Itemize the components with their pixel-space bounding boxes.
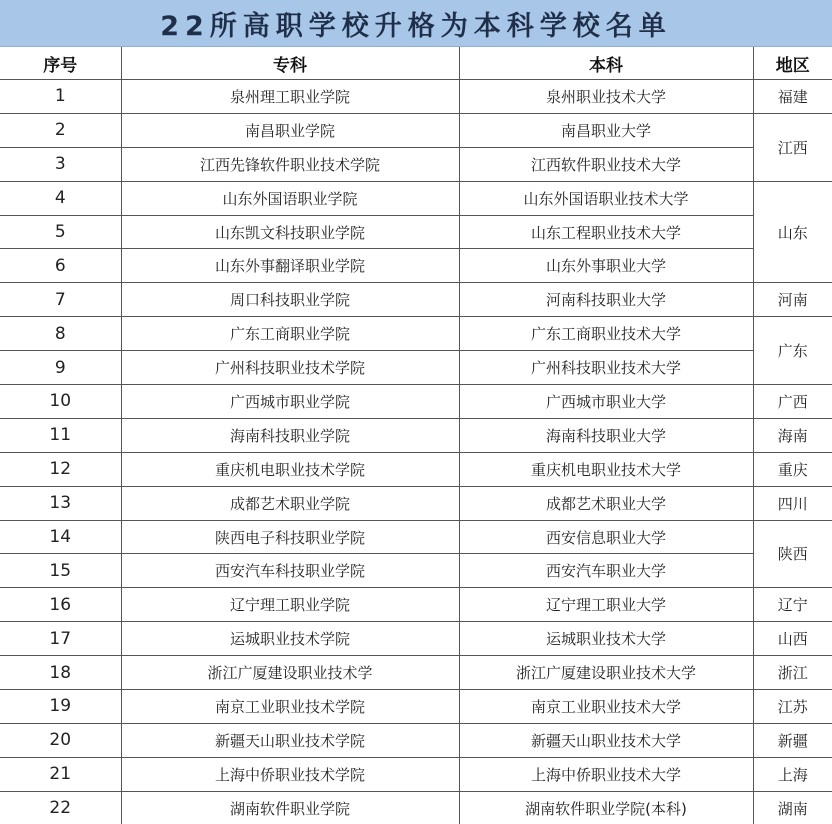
row-benke-cell: 新疆天山职业技术大学: [459, 723, 753, 757]
row-seq-cell: 3: [0, 147, 121, 181]
row-benke-cell: 山东工程职业技术大学: [459, 215, 753, 249]
table-row: [0, 351, 832, 385]
row-seq-cell: 2: [0, 113, 121, 147]
row-region-cell: 新疆: [753, 723, 832, 757]
row-benke-cell: 广东工商职业技术大学: [459, 317, 753, 351]
table-row: [0, 215, 832, 249]
row-benke-cell: 山东外事职业大学: [459, 249, 753, 283]
header-region: 地区: [753, 47, 832, 80]
row-zhuanke-cell: 湖南软件职业学院: [121, 791, 459, 824]
table-row: [0, 147, 832, 181]
row-seq-cell: 5: [0, 215, 121, 249]
row-region-cell: 陕西: [753, 520, 832, 588]
row-region-cell: 山东: [753, 181, 832, 283]
row-seq-cell: 9: [0, 351, 121, 385]
row-seq-cell: 18: [0, 656, 121, 690]
row-seq-cell: 11: [0, 418, 121, 452]
row-region-cell: 湖南: [753, 791, 832, 824]
row-seq-cell: 14: [0, 520, 121, 554]
title-banner: [0, 0, 832, 47]
row-seq-cell: 12: [0, 452, 121, 486]
header-benke: 本科: [459, 47, 753, 80]
row-region-cell: 海南: [753, 418, 832, 452]
row-benke-cell: 运城职业技术大学: [459, 622, 753, 656]
table-row: [0, 418, 832, 452]
row-seq-cell: 4: [0, 181, 121, 215]
table-row: [0, 757, 832, 791]
table-row: [0, 249, 832, 283]
row-benke-cell: 南京工业职业技术大学: [459, 690, 753, 724]
table-row: [0, 791, 832, 824]
row-region-cell: 浙江: [753, 656, 832, 690]
row-zhuanke-cell: 西安汽车科技职业学院: [121, 554, 459, 588]
row-zhuanke-cell: 广西城市职业学院: [121, 385, 459, 419]
row-region-cell: 上海: [753, 757, 832, 791]
row-seq-cell: 19: [0, 690, 121, 724]
row-benke-cell: 重庆机电职业技术大学: [459, 452, 753, 486]
table-row: [0, 554, 832, 588]
row-zhuanke-cell: 江西先锋软件职业技术学院: [121, 147, 459, 181]
row-zhuanke-cell: 重庆机电职业技术学院: [121, 452, 459, 486]
row-zhuanke-cell: 周口科技职业学院: [121, 283, 459, 317]
row-benke-cell: 河南科技职业大学: [459, 283, 753, 317]
row-region-cell: 广西: [753, 385, 832, 419]
table-row: [0, 588, 832, 622]
table-row: [0, 690, 832, 724]
row-seq-cell: 16: [0, 588, 121, 622]
row-seq-cell: 15: [0, 554, 121, 588]
row-benke-cell: 江西软件职业技术大学: [459, 147, 753, 181]
row-zhuanke-cell: 南昌职业学院: [121, 113, 459, 147]
table-row: [0, 452, 832, 486]
row-benke-cell: 泉州职业技术大学: [459, 80, 753, 114]
table-row: [0, 656, 832, 690]
row-zhuanke-cell: 南京工业职业技术学院: [121, 690, 459, 724]
table-body: [0, 80, 832, 824]
row-zhuanke-cell: 辽宁理工职业学院: [121, 588, 459, 622]
row-seq-cell: 21: [0, 757, 121, 791]
row-benke-cell: 上海中侨职业技术大学: [459, 757, 753, 791]
row-region-cell: 江西: [753, 113, 832, 181]
row-zhuanke-cell: 广东工商职业学院: [121, 317, 459, 351]
table-row: [0, 385, 832, 419]
row-seq-cell: 8: [0, 317, 121, 351]
row-zhuanke-cell: 山东凯文科技职业学院: [121, 215, 459, 249]
table-row: [0, 283, 832, 317]
table-header-row: [0, 47, 832, 80]
row-seq-cell: 17: [0, 622, 121, 656]
table-row: [0, 723, 832, 757]
row-zhuanke-cell: 上海中侨职业技术学院: [121, 757, 459, 791]
row-region-cell: 河南: [753, 283, 832, 317]
row-benke-cell: 成都艺术职业大学: [459, 486, 753, 520]
row-benke-cell: 湖南软件职业学院(本科): [459, 791, 753, 824]
row-seq-cell: 20: [0, 723, 121, 757]
table-row: [0, 520, 832, 554]
table-row: [0, 181, 832, 215]
row-benke-cell: 南昌职业大学: [459, 113, 753, 147]
row-zhuanke-cell: 广州科技职业技术学院: [121, 351, 459, 385]
row-benke-cell: 海南科技职业大学: [459, 418, 753, 452]
row-region-cell: 福建: [753, 80, 832, 114]
row-region-cell: 广东: [753, 317, 832, 385]
row-benke-cell: 辽宁理工职业大学: [459, 588, 753, 622]
header-seq: 序号: [0, 47, 121, 80]
header-zhuanke: 专科: [121, 47, 459, 80]
row-seq-cell: 1: [0, 80, 121, 114]
row-zhuanke-cell: 新疆天山职业技术学院: [121, 723, 459, 757]
table-row: [0, 486, 832, 520]
row-seq-cell: 7: [0, 283, 121, 317]
school-upgrade-table: [0, 47, 832, 824]
row-zhuanke-cell: 海南科技职业学院: [121, 418, 459, 452]
row-zhuanke-cell: 泉州理工职业学院: [121, 80, 459, 114]
row-zhuanke-cell: 陕西电子科技职业学院: [121, 520, 459, 554]
table-row: [0, 113, 832, 147]
row-seq-cell: 6: [0, 249, 121, 283]
row-zhuanke-cell: 浙江广厦建设职业技术学: [121, 656, 459, 690]
row-benke-cell: 广西城市职业大学: [459, 385, 753, 419]
row-zhuanke-cell: 山东外国语职业学院: [121, 181, 459, 215]
row-region-cell: 辽宁: [753, 588, 832, 622]
row-benke-cell: 山东外国语职业技术大学: [459, 181, 753, 215]
row-benke-cell: 浙江广厦建设职业技术大学: [459, 656, 753, 690]
table-row: [0, 622, 832, 656]
row-benke-cell: 西安信息职业大学: [459, 520, 753, 554]
row-seq-cell: 22: [0, 791, 121, 824]
document-title: 22所高职学校升格为本科学校名单: [160, 10, 672, 42]
table-row: [0, 80, 832, 114]
row-zhuanke-cell: 成都艺术职业学院: [121, 486, 459, 520]
row-region-cell: 江苏: [753, 690, 832, 724]
row-benke-cell: 广州科技职业技术大学: [459, 351, 753, 385]
table-row: [0, 317, 832, 351]
row-region-cell: 山西: [753, 622, 832, 656]
row-zhuanke-cell: 运城职业技术学院: [121, 622, 459, 656]
row-zhuanke-cell: 山东外事翻译职业学院: [121, 249, 459, 283]
row-seq-cell: 13: [0, 486, 121, 520]
row-region-cell: 重庆: [753, 452, 832, 486]
row-seq-cell: 10: [0, 385, 121, 419]
row-region-cell: 四川: [753, 486, 832, 520]
row-benke-cell: 西安汽车职业大学: [459, 554, 753, 588]
